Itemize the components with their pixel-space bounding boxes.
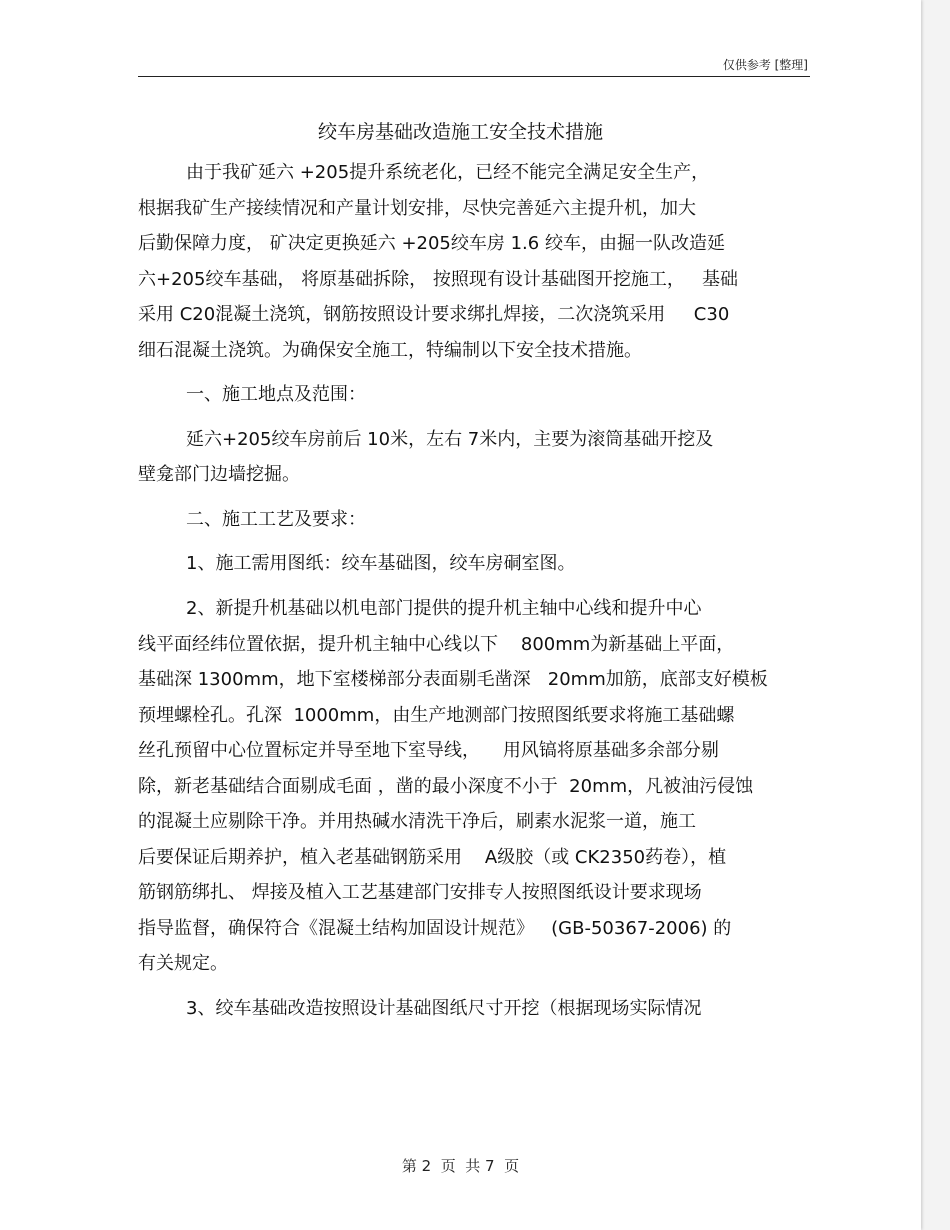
paragraph-line: 有关规定。	[138, 953, 228, 975]
paragraph-line: 的混凝土应剔除干净。并用热碱水清洗干净后，刷素水泥浆一道，施工	[138, 811, 696, 833]
paragraph-line: 指导监督，确保符合《混凝土结构加固设计规范》 (GB-50367-2006) 的	[138, 917, 732, 939]
paragraph-line: 线平面经纬位置依据，提升机主轴中心线以下 800mm为新基础上平面，	[138, 633, 735, 655]
paragraph-line: 丝孔预留中心位置标定并导至地下室导线， 用风镐将原基础多余部分剔	[138, 740, 719, 762]
section-heading: 二、施工工艺及要求：	[186, 508, 366, 530]
paragraph-line: 延六+205绞车房前后 10米，左右 7米内，主要为滚筒基础开挖及	[186, 428, 714, 450]
paragraph-line: 六+205绞车基础， 将原基础拆除， 按照现有设计基础图开挖施工， 基础	[138, 268, 739, 290]
paragraph-line: 后要保证后期养护，植入老基础钢筋采用 A级胶（或 CK2350药卷），植	[138, 846, 727, 868]
section-heading: 一、施工地点及范围：	[186, 384, 366, 406]
document-body	[138, 155, 818, 1027]
paragraph-line: 细石混凝土浇筑。为确保安全施工，特编制以下安全技术措施。	[138, 339, 642, 361]
paragraph-line: 筋钢筋绑扎、 焊接及植入工艺基建部门安排专人按照图纸设计要求现场	[138, 882, 702, 904]
paragraph-line: 采用 C20混凝土浇筑，钢筋按照设计要求绑扎焊接，二次浇筑采用 C30	[138, 304, 730, 326]
paragraph-line: 预埋螺栓孔。孔深 1000mm，由生产地测部门按照图纸要求将施工基础螺	[138, 704, 735, 726]
page-number: 第 2 页 共 7 页	[401, 1157, 520, 1175]
list-item: 1、施工需用图纸：绞车基础图，绞车房硐室图。	[186, 553, 576, 575]
list-item: 2、新提升机基础以机电部门提供的提升机主轴中心线和提升中心	[186, 598, 702, 620]
paragraph-line: 由于我矿延六 +205提升系统老化，已经不能完全满足安全生产，	[186, 162, 710, 183]
header-note: 仅供参考 [整理]	[722, 58, 808, 72]
paragraph-line: 除，新老基础结合面剔成毛面 ，凿的最小深度不小于 20mm，凡被油污侵蚀	[138, 775, 754, 797]
paragraph-line: 壁龛部门边墙挖掘。	[138, 464, 300, 486]
paragraph-line: 基础深 1300mm，地下室楼梯部分表面剔毛凿深 20mm加筋，底部支好模板	[138, 669, 768, 691]
document-title: 绞车房基础改造施工安全技术措施	[317, 121, 603, 143]
header-divider	[138, 76, 810, 77]
paragraph-line: 后勤保障力度， 矿决定更换延六 +205绞车房 1.6 绞车，由掘一队改造延	[138, 233, 725, 255]
paragraph-line: 根据我矿生产接续情况和产量计划安排，尽快完善延六主提升机，加大	[138, 197, 696, 219]
list-item: 3、绞车基础改造按照设计基础图纸尺寸开挖（根据现场实际情况	[186, 998, 702, 1020]
